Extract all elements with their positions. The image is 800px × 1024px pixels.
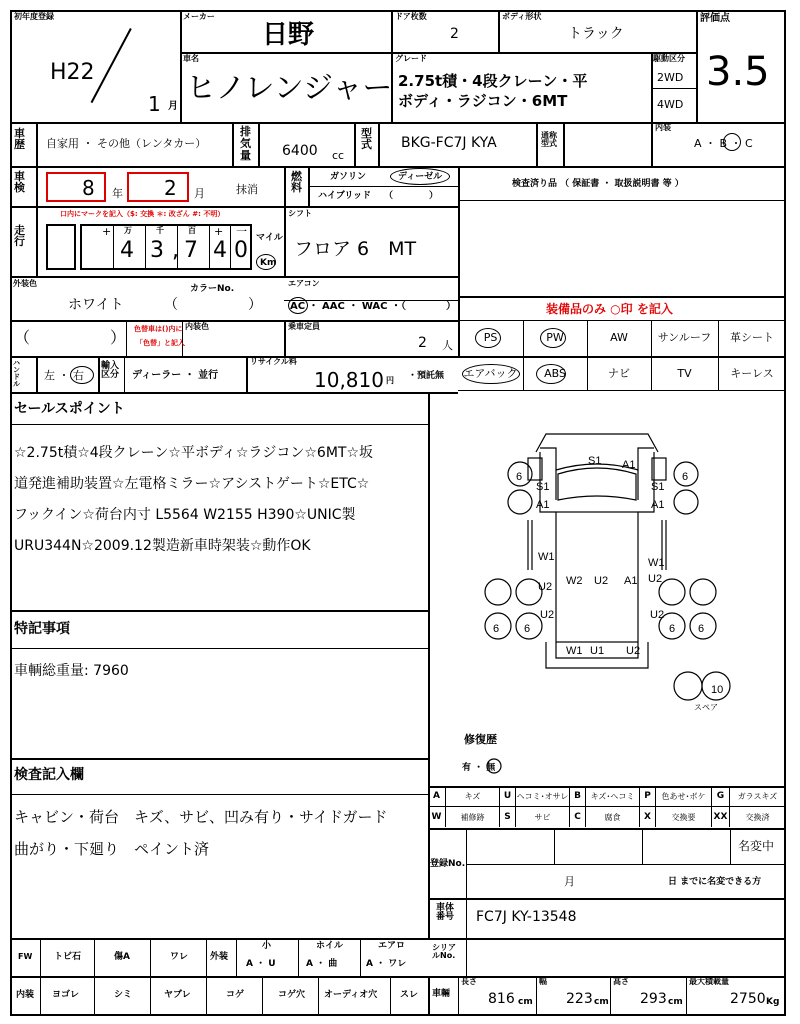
- equipment-row1-item-2: AW: [610, 330, 628, 344]
- mileage-mile: マイル: [256, 233, 283, 243]
- drive-4wd: 4WD: [657, 98, 684, 111]
- legend-desc-row1-2: キズ･ヘコミ: [586, 786, 640, 806]
- mileage-comma: ,: [172, 238, 179, 263]
- doors: 2: [450, 26, 459, 42]
- legend-desc-row2-1: サビ: [516, 807, 570, 827]
- special-title: 特記事項: [14, 621, 70, 637]
- first-reg-month: 1: [148, 92, 161, 116]
- diagram-label-19: 6: [493, 623, 500, 635]
- width-cm: cm: [594, 997, 609, 1007]
- fw-item-3: ワレ: [170, 952, 189, 962]
- equipment-row2-item-3: TV: [677, 366, 692, 380]
- grade-line1: 2.75t積・4段クレーン・平: [398, 72, 588, 90]
- interior-value: A ・ B ・ C: [694, 137, 753, 150]
- sales-line-1: 道発進補助装置☆左電格ミラー☆アシストゲート☆ETC☆: [14, 476, 370, 492]
- mileage-note: 口内にマークを記入（$: 交換 ＊: 改ざん #: 不明）: [60, 210, 225, 218]
- shift-value: フロア 6 MT: [294, 238, 417, 260]
- fw-aero: エアロ: [378, 941, 406, 951]
- score-label: 評価点: [700, 13, 730, 24]
- height-label: 高さ: [613, 977, 629, 986]
- fuel-gasoline: ガソリン: [330, 172, 367, 182]
- doors-label: ドア枚数: [395, 12, 427, 21]
- yen: 円: [386, 376, 394, 385]
- drive-label: 駆動区分: [653, 54, 685, 63]
- mileage-digit-2: 3: [150, 238, 164, 263]
- spare-label: スペア: [694, 703, 718, 712]
- fw-small-val: A ・ U: [246, 959, 276, 969]
- color-change-note2: 「色替」と記入: [136, 339, 185, 347]
- sales-points-title: セールスポイント: [14, 401, 125, 417]
- handle-label: ハンドル: [13, 359, 20, 388]
- diagram-label-21: 6: [682, 471, 689, 483]
- legend-code-row2-3: X: [640, 807, 656, 827]
- equipment-row1-item-4: 革シート: [730, 331, 774, 344]
- diagram-label-16: U1: [590, 645, 605, 657]
- diagram-label-13: U2: [540, 609, 555, 621]
- model: BKG-FC7J KYA: [401, 135, 497, 151]
- interior-row-label: 内装: [16, 990, 35, 1000]
- fw-item-2: 傷A: [114, 952, 130, 962]
- mileage-label: 走行: [14, 224, 25, 248]
- cc: cc: [332, 149, 345, 162]
- interior-item-7: スレ: [400, 990, 419, 1000]
- grade-label: グレード: [395, 54, 427, 63]
- legend-code-row2-0: W: [428, 807, 446, 827]
- fw-item-1: トビ石: [54, 952, 82, 962]
- legend-code-row1-3: P: [640, 786, 656, 806]
- interior-item-6: オーディオ穴: [324, 990, 378, 1000]
- diagram-label-3: A1: [536, 499, 550, 511]
- inspection-notes-title: 検査記入欄: [14, 767, 84, 783]
- inspection-label: 車検: [14, 170, 25, 194]
- diagram-label-4: S1: [651, 481, 665, 493]
- diagram-label-0: S1: [588, 455, 602, 467]
- aircon-label: エアコン: [288, 279, 320, 288]
- mileage-digit-1: 4: [120, 238, 134, 263]
- inspection-notes-line2: 曲がり・下廻り ペイント済: [14, 840, 210, 858]
- legend-code-row1-4: G: [712, 786, 730, 806]
- equipment-row1-item-3: サンルーフ: [657, 331, 712, 344]
- fw-label: FW: [18, 952, 33, 961]
- diagram-label-17: U2: [626, 645, 641, 657]
- body-shape: トラック: [568, 26, 624, 42]
- color-no-value: （ ）: [164, 297, 262, 313]
- height: 293: [640, 991, 667, 1007]
- capacity-unit: 人: [442, 339, 453, 352]
- mileage-km: Km: [260, 258, 277, 268]
- interior-item-2: シミ: [114, 990, 133, 1000]
- interior-item-4: コゲ: [226, 990, 245, 1000]
- repair-label: 修復歴: [464, 733, 497, 746]
- maker: 日野: [262, 20, 315, 50]
- score: 3.5: [706, 49, 770, 95]
- legend-desc-row1-4: ガラスキズ: [730, 786, 786, 806]
- truck-diagram: [430, 394, 784, 784]
- length-label: 長さ: [461, 977, 477, 986]
- fuel-paren: （ ）: [384, 191, 439, 201]
- payload-label: 最大積載量: [689, 977, 729, 986]
- legend-desc-row2-3: 交換要: [656, 807, 712, 827]
- length: 816: [488, 991, 515, 1007]
- year-unit: 年: [112, 187, 123, 200]
- fuel-label: 燃料: [291, 170, 302, 194]
- mileage-digit-3: 7: [184, 238, 198, 263]
- displacement-label: 排気量: [240, 125, 251, 162]
- legend-code-row1-1: U: [500, 786, 516, 806]
- legend-code-row2-1: S: [500, 807, 516, 827]
- grade-line2: ボディ・ラジコン・6MT: [398, 92, 568, 110]
- diagram-label-5: A1: [651, 499, 665, 511]
- serial-label: シリアルNo.: [432, 943, 456, 960]
- equipment-title: 装備品のみ ○印 を記入: [546, 302, 673, 316]
- fw-wheel: ホイル: [316, 941, 344, 951]
- mileage-digit-5: 0: [234, 238, 248, 263]
- mileage-thousand: 千: [156, 226, 164, 235]
- color-no-label: カラーNo.: [190, 284, 235, 294]
- registration-month: 月: [564, 875, 575, 888]
- diagram-label-11: W1: [648, 557, 665, 569]
- mileage-plus2: +: [214, 225, 224, 238]
- capacity-label: 乗車定員: [288, 322, 320, 331]
- car-name: ヒノレンジャー: [186, 71, 393, 106]
- repair-value: 有 ・ 無: [462, 763, 496, 773]
- recycle-value: 10,810: [314, 368, 384, 392]
- month-unit: 月: [168, 101, 178, 112]
- mileage-digit-4: 4: [213, 238, 227, 263]
- exterior-value: ホワイト: [68, 297, 124, 313]
- interior-label: 内装: [655, 123, 671, 132]
- payload-kg: Kg: [766, 997, 780, 1007]
- aircon-value: AC ・ AAC ・ WAC ・（ ）: [290, 301, 456, 312]
- accessories-title: 検査済り品 （ 保証書 ・ 取扱説明書 等 ）: [512, 179, 684, 189]
- legend-code-row2-4: XX: [712, 807, 730, 827]
- interior-item-5: コゲ穴: [278, 990, 306, 1000]
- sales-line-0: ☆2.75t積☆4段クレーン☆平ボディ☆ラジコン☆6MT☆坂: [14, 445, 374, 461]
- common-model-label: 通称型式: [541, 131, 557, 148]
- deposit: ・預託無: [408, 371, 445, 381]
- fw-aero-val: A ・ ワレ: [366, 959, 407, 969]
- exterior-label: 外装色: [13, 279, 37, 288]
- car-name-label: 車名: [183, 54, 199, 63]
- diagram-label-24: 10: [711, 684, 724, 696]
- shift-label: シフト: [288, 209, 312, 218]
- diagram-label-18: 6: [516, 471, 523, 483]
- diagram-label-2: S1: [536, 481, 550, 493]
- insp-year: 8: [82, 176, 95, 200]
- insp-month-unit: 月: [194, 187, 205, 200]
- sales-line-3: URU344N☆2009.12製造新車時架装☆動作OK: [14, 538, 311, 554]
- model-label: 型式: [361, 127, 372, 151]
- maker-label: メーカー: [183, 12, 215, 21]
- diagram-label-22: 6: [669, 623, 676, 635]
- diagram-label-6: W2: [566, 575, 583, 587]
- history-value: 自家用 ・ その他（レンタカー）: [46, 137, 207, 150]
- legend-desc-row1-3: 色あせ･ボケ: [656, 786, 712, 806]
- legend-code-row1-0: A: [428, 786, 446, 806]
- diagram-label-7: U2: [594, 575, 609, 587]
- equipment-row2-item-2: ナビ: [608, 367, 630, 380]
- mileage-ten-thousand: 万: [124, 226, 132, 235]
- legend-desc-row2-2: 腐食: [586, 807, 640, 827]
- name-change: 名変中: [738, 839, 775, 853]
- legend-desc-row1-1: ヘコミ･オサレ: [516, 786, 570, 806]
- width: 223: [566, 991, 593, 1007]
- handle-value: 左 ・ 右: [44, 369, 84, 382]
- equipment-row1-item-1: PW: [546, 330, 564, 344]
- payload: 2750: [730, 991, 766, 1007]
- legend-desc-row2-0: 補修跡: [446, 807, 500, 827]
- capacity: 2: [418, 335, 427, 351]
- diagram-label-14: U2: [650, 609, 665, 621]
- registration-label: 登録No.: [430, 859, 466, 869]
- legend-desc-row1-0: キズ: [446, 786, 500, 806]
- legend-code-row1-2: B: [570, 786, 586, 806]
- body-shape-label: ボディ形状: [502, 12, 542, 21]
- legend-code-row2-2: C: [570, 807, 586, 827]
- displacement: 6400: [282, 143, 318, 159]
- dealer: ディーラー ・ 並行: [132, 370, 219, 381]
- first-reg-year: H22: [50, 60, 95, 85]
- drive-2wd: 2WD: [657, 71, 684, 84]
- special-text: 車輌総重量: 7960: [14, 663, 129, 679]
- height-cm: cm: [668, 997, 683, 1007]
- registration-deadline: 日 までに名変できる方: [668, 877, 762, 887]
- mileage-hundred: 百: [188, 226, 196, 235]
- fw-wheel-val: A ・ 曲: [306, 959, 338, 969]
- width-label: 幅: [539, 977, 547, 986]
- diagram-label-10: U2: [538, 581, 553, 593]
- diagram-label-1: A1: [622, 459, 636, 471]
- equipment-row2-item-1: ABS: [544, 366, 566, 380]
- history-label: 車歴: [14, 127, 25, 151]
- inspection-notes-line1: キャビン・荷台 キズ、サビ、凹み有り・サイドガード: [14, 808, 388, 826]
- diagram-label-23: 6: [698, 623, 705, 635]
- sales-line-2: フックイン☆荷台内寸 L5564 W2155 H390☆UNIC製: [14, 507, 356, 523]
- interior-color-label: 内装色: [185, 322, 209, 331]
- equipment-row2-item-0: エアバック: [463, 367, 518, 380]
- diagram-label-9: W1: [538, 551, 555, 563]
- fw-exterior-label: 外装: [210, 952, 229, 962]
- chassis-value: FC7J KY-13548: [476, 909, 577, 925]
- length-cm: cm: [518, 997, 533, 1007]
- interior-item-3: ヤブレ: [164, 990, 191, 1000]
- legend-desc-row2-4: 交換済: [730, 807, 786, 827]
- deregistered: 抹消: [236, 183, 258, 196]
- equipment-row2-item-4: キーレス: [730, 367, 774, 380]
- fuel-diesel: ディーゼル: [398, 172, 443, 182]
- color-change-paren: （ ）: [14, 328, 127, 347]
- interior-item-1: ヨゴレ: [52, 990, 80, 1000]
- vehicle-label: 車輛: [432, 989, 451, 999]
- insp-month: 2: [164, 176, 177, 200]
- equipment-row1-item-0: PS: [483, 330, 498, 344]
- import-label: 輸入区分: [101, 361, 120, 380]
- mileage-plus: +: [102, 225, 112, 238]
- diagram-label-20: 6: [524, 623, 531, 635]
- mileage-one: 一: [236, 225, 247, 238]
- first-reg-label: 初年度登録: [14, 12, 54, 21]
- fuel-hybrid: ハイブリッド: [318, 191, 372, 201]
- fw-small: 小: [262, 941, 272, 951]
- recycle-label: リサイクル料: [250, 357, 297, 366]
- diagram-label-12: U2: [648, 573, 663, 585]
- diagram-label-15: W1: [566, 645, 583, 657]
- color-change-note1: 色替車は()内に: [134, 325, 183, 333]
- chassis-label: 車体番号: [436, 903, 455, 922]
- diagram-label-8: A1: [624, 575, 638, 587]
